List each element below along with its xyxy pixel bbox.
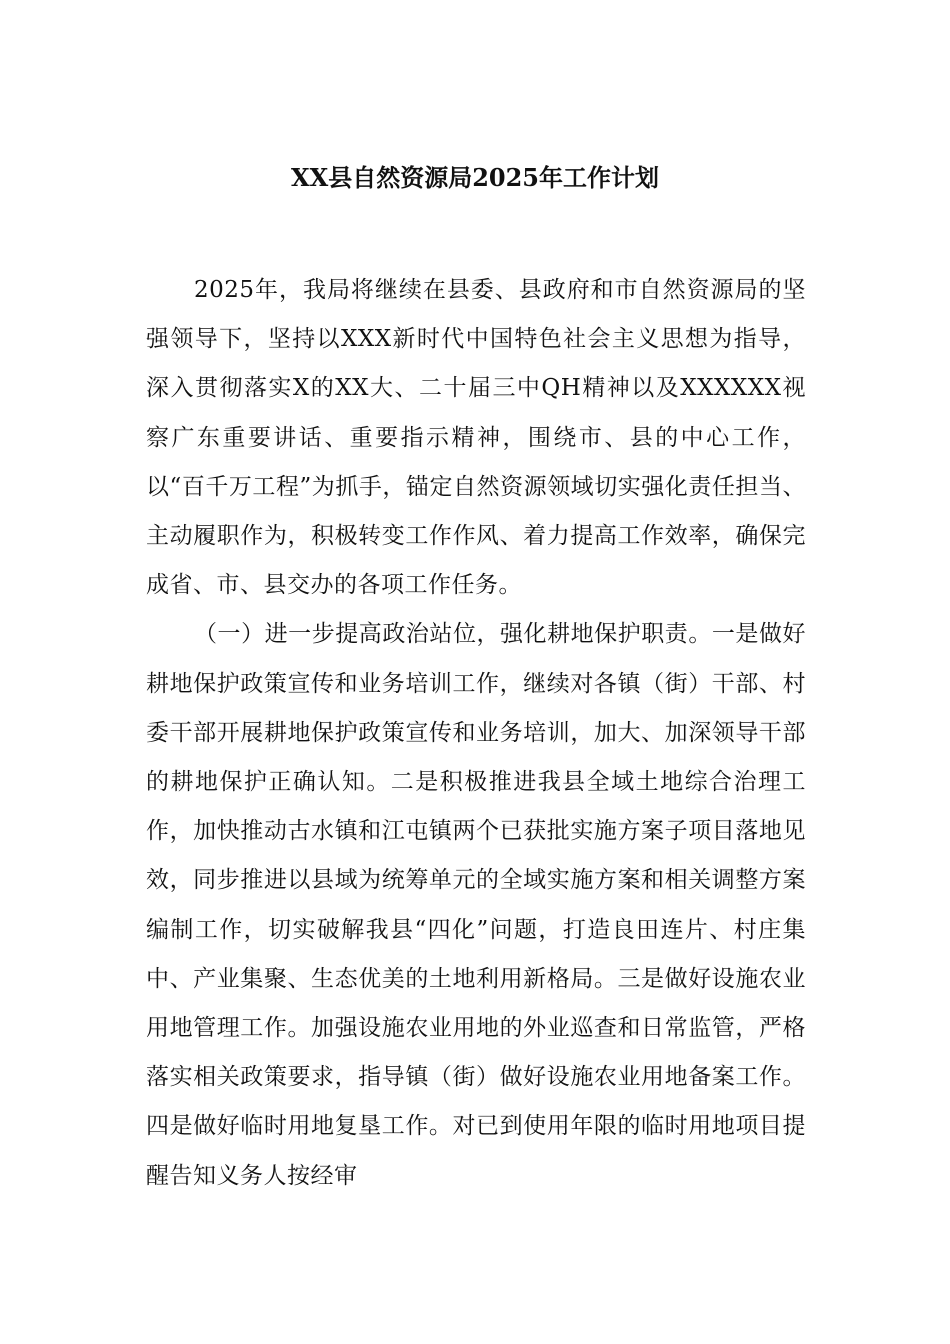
document-title: XX县自然资源局2025年工作计划	[290, 163, 660, 192]
document-body	[146, 266, 806, 1201]
paragraph-intro: 2025年，我局将继续在县委、县政府和市自然资源局的坚强领导下，坚持以XXX新时代中国特色社会主义思想为指导，深入贯彻落实X的XX大、二十届三中QH精神以及XXXXXX视察广东重要讲话、重要指示精神，围绕市、县的中心工作，以“百千万工程”为抓手，锚定自然资源领域切实强化责任担当、主动履职作为，积极转变工作作风、着力提高工作效率，确保完成省、市、县交办的各项工作任务。	[146, 277, 806, 599]
paragraph-section-1: （一）进一步提高政治站位，强化耕地保护职责。一是做好耕地保护政策宣传和业务培训工作，继续对各镇（街）干部、村委干部开展耕地保护政策宣传和业务培训，加大、加深领导干部的耕地保护正确认知。二是积极推进我县全域土地综合治理工作，加快推动古水镇和江屯镇两个已获批实施方案子项目落地见效，同步推进以县域为统筹单元的全域实施方案和相关调整方案编制工作，切实破解我县“四化”问题，打造良田连片、村庄集中、产业集聚、生态优美的土地利用新格局。三是做好设施农业用地管理工作。加强设施农业用地的外业巡查和日常监管，严格落实相关政策要求，指导镇（街）做好设施农业用地备案工作。四是做好临时用地复垦工作。对已到使用年限的临时用地项目提醒告知义务人按经审	[146, 621, 806, 1189]
